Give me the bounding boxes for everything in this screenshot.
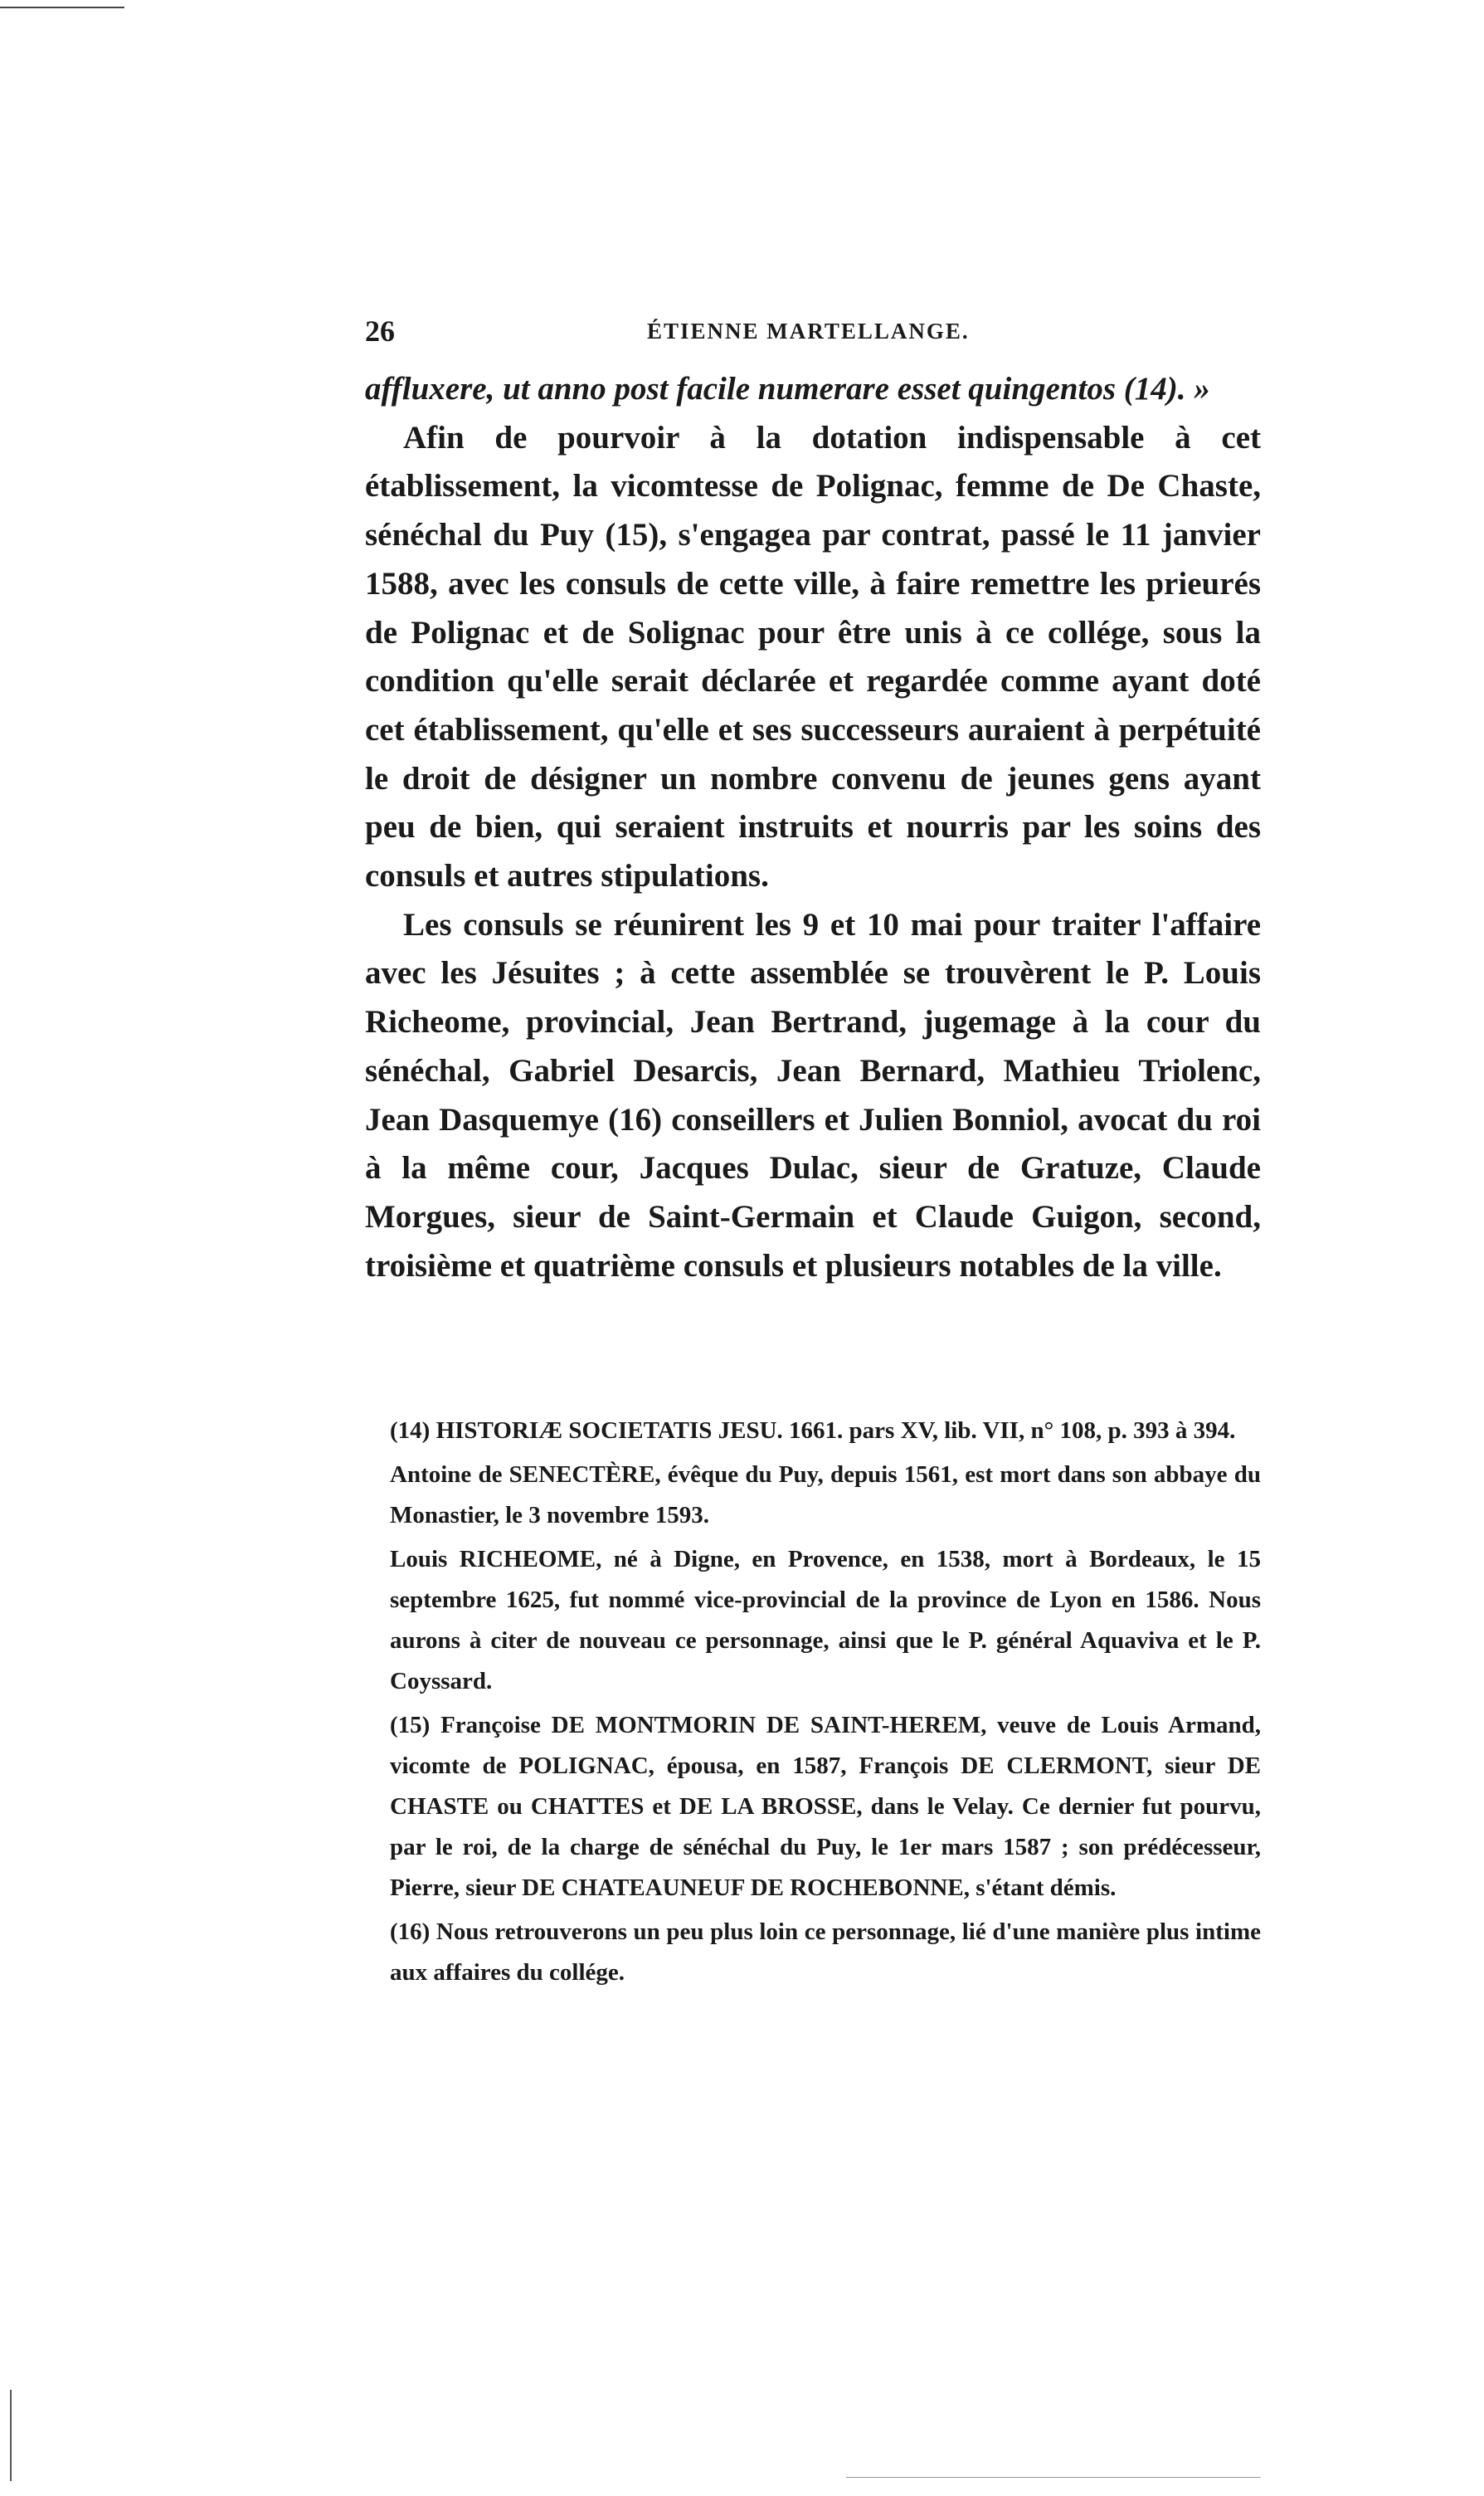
running-title: ÉTIENNE MARTELLANGE. [647,319,970,344]
scan-edge-mark-bottom [846,2477,1261,2478]
page-header [365,314,1261,355]
footnote-16: (16) Nous retrouverons un peu plus loin ce personnage, lié d'une manière plus intime aux affaires du collége. [390,1918,1261,1986]
paragraph-2: Afin de pourvoir à la dotation indispensable à cet établissement, la vicomtesse de Polignac, femme de De Chaste, sénéchal du Puy (15), s'engagea par contrat, passé le 11 janvier 1588, avec les consuls de cette ville, à faire remettre les prieurés de Polignac et de Solignac pour être unis à ce collége, sous la condition qu'elle serait déclarée et regardée comme ayant doté cet établissement, qu'elle et ses successeurs auraient à perpétuité le droit de désigner un nombre convenu de jeunes gens ayant peu de bien, qui seraient instruits et nourris par les soins des consuls et autres stipulations. [365,419,1261,895]
main-text [365,365,1261,1290]
footnote-15: (15) Françoise DE MONTMORIN DE SAINT-HEREM, veuve de Louis Armand, vicomte de POLIGNAC, épousa, en 1587, François DE CLERMONT, sieur DE CHASTE ou CHATTES et DE LA BROSSE, dans le Velay. Ce dernier fut pourvu, par le roi, de la charge de sénéchal du Puy, le 1er mars 1587 ; son prédécesseur, Pierre, sieur DE CHATEAUNEUF DE ROCHEBONNE, s'étant démis. [390,1712,1261,1901]
footnote-14-richeome: Louis RICHEOME, né à Digne, en Provence, en 1538, mort à Bordeaux, le 15 septembre 1625, fut nommé vice-provincial de la province de Lyon en 1586. Nous aurons à citer de nouveau ce personnage, ainsi que le P. général Aquaviva et le P. Coyssard. [390,1546,1261,1694]
paragraph-1: affluxere, ut anno post facile numerare esset quingentos (14). » [365,371,1210,407]
paragraph-3: Les consuls se réunirent les 9 et 10 mai pour traiter l'affaire avec les Jésuites ; à cette assemblée se trouvèrent le P. Louis Richeome, provincial, Jean Bertrand, jugemage à la cour du sénéchal, Gabriel Desarcis, Jean Bernard, Mathieu Triolenc, Jean Dasquemye (16) conseillers et Julien Bonniol, avocat du roi à la même cour, Jacques Dulac, sieur de Gratuze, Claude Morgues, sieur de Saint-Germain et Claude Guigon, second, troisième et quatrième consuls et plusieurs notables de la ville. [365,906,1261,1284]
footnote-14-senectere: Antoine de SENECTÈRE, évêque du Puy, depuis 1561, est mort dans son abbaye du Monastier, le 3 novembre 1593. [390,1461,1261,1528]
scan-edge-mark-top [0,7,124,8]
footnotes [390,1411,1261,1996]
scan-edge-mark-left [10,2390,12,2481]
page-number: 26 [365,314,395,348]
footnote-14-ref: (14) HISTORIÆ SOCIETATIS JESU. 1661. pars XV, lib. VII, n° 108, p. 393 à 394. [390,1417,1236,1444]
